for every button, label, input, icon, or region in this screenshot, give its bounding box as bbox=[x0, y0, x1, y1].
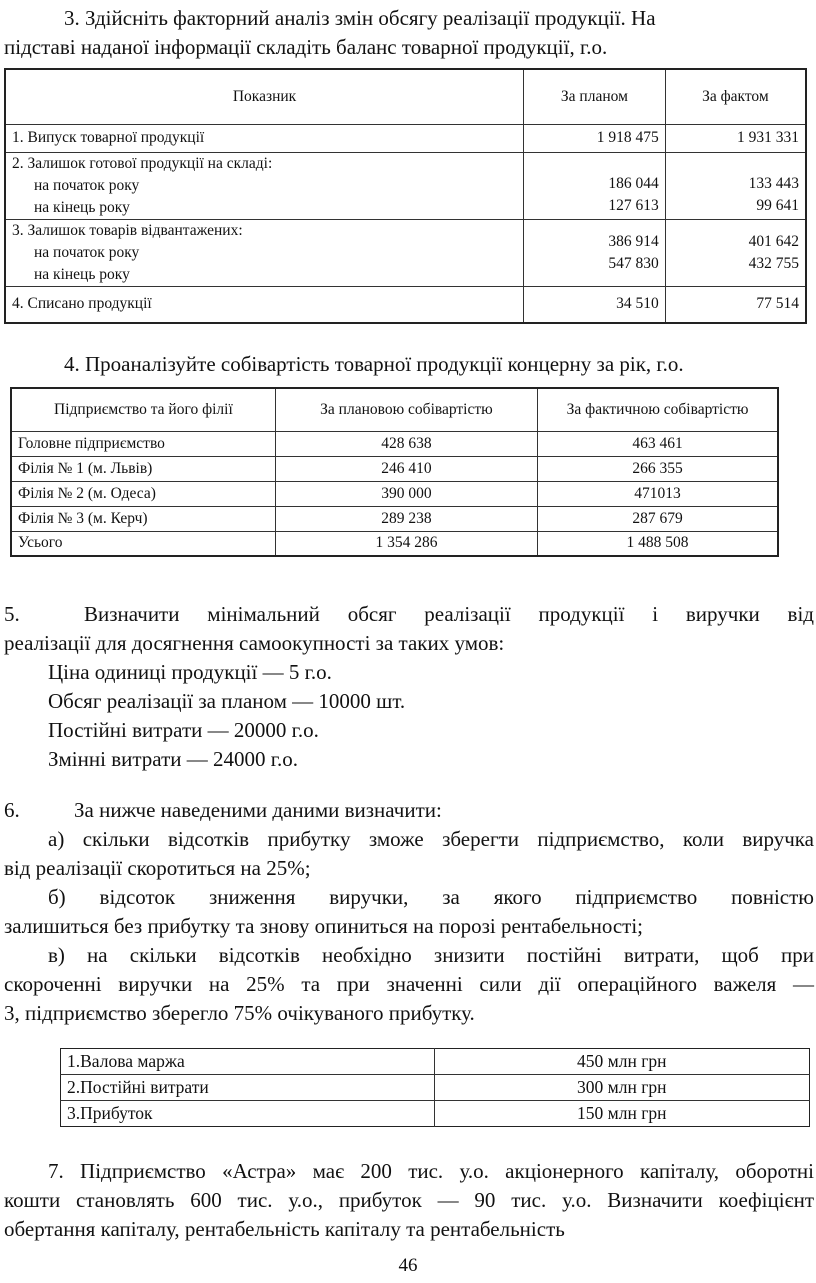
task6-number: 6. bbox=[4, 798, 20, 822]
task6-a-line2: від реалізації скоротиться на 25%; bbox=[4, 856, 311, 880]
task5-cond-volume: Обсяг реалізації за планом — 10000 шт. bbox=[48, 689, 406, 713]
row-stock-plan bbox=[524, 152, 666, 219]
actual-cost: 287 679 bbox=[538, 506, 778, 531]
enterprise-name: Усього bbox=[18, 534, 63, 552]
product-balance-table bbox=[4, 68, 807, 324]
header-enterprise: Підприємство та його філії bbox=[54, 400, 233, 418]
table-row bbox=[61, 1101, 810, 1127]
margin-label: 1.Валова маржа bbox=[67, 1051, 185, 1071]
row-stock-plan2: 127 613 bbox=[608, 196, 659, 214]
header-actual-cost: За фактичною собівартістю bbox=[538, 388, 778, 431]
row-shipped-label bbox=[5, 219, 524, 286]
row-shipped-plan2: 547 830 bbox=[608, 254, 659, 272]
row-shipped-fact1: 401 642 bbox=[748, 232, 799, 250]
row-shipped-fact2: 432 755 bbox=[748, 254, 799, 272]
header-plan: За планом bbox=[524, 69, 666, 124]
margin-table bbox=[60, 1048, 810, 1127]
row-written-off-fact: 77 514 bbox=[665, 286, 806, 323]
row-stock-title: 2. Залишок готової продукції на складі: bbox=[12, 154, 273, 172]
row-output-plan: 1 918 475 bbox=[524, 124, 666, 152]
task6-line1: За нижче наведеними даними визначити: bbox=[74, 798, 442, 822]
enterprise-name: Філія № 1 (м. Львів) bbox=[18, 459, 153, 477]
row-shipped-fact bbox=[665, 219, 806, 286]
task5-cond-fixed: Постійні витрати — 20000 г.о. bbox=[48, 718, 319, 742]
task5-line2: реалізації для досягнення самоокупності за таких умов: bbox=[4, 631, 505, 655]
task3-line2: підставі наданої інформації складіть баланс товарної продукції, г.о. bbox=[4, 35, 608, 59]
table-row bbox=[61, 1075, 810, 1101]
row-shipped-plan1: 386 914 bbox=[608, 232, 659, 250]
row-written-off-plan: 34 510 bbox=[524, 286, 666, 323]
task7-line1: 7. Підприємство «Астра» має 200 тис. у.о. акціонерного капіталу, оборотні bbox=[48, 1159, 814, 1183]
enterprise-name: Філія № 3 (м. Керч) bbox=[18, 509, 148, 527]
fixed-costs-label: 2.Постійні витрати bbox=[67, 1077, 209, 1097]
profit-label: 3.Прибуток bbox=[67, 1103, 153, 1123]
row-stock-fact2: 99 641 bbox=[756, 196, 799, 214]
header-planned-cost: За плановою собівартістю bbox=[275, 388, 537, 431]
row-shipped-sub2: на кінець року bbox=[34, 265, 130, 283]
task5-cond-variable: Змінні витрати — 24000 г.о. bbox=[48, 747, 298, 771]
planned-cost: 1 354 286 bbox=[275, 531, 537, 556]
row-stock-sub2: на кінець року bbox=[34, 198, 130, 216]
task6-b-line1: б) відсоток зниження виручки, за якого підприємство повністю bbox=[48, 885, 814, 909]
row-written-off-label: 4. Списано продукції bbox=[12, 295, 152, 313]
row-shipped-sub1: на початок року bbox=[34, 243, 140, 261]
task6-c-line2: скороченні виручки на 25% та при значенні сили дії операційного важеля — bbox=[4, 972, 814, 996]
planned-cost: 428 638 bbox=[275, 431, 537, 456]
table-row bbox=[11, 431, 778, 456]
actual-cost: 1 488 508 bbox=[538, 531, 778, 556]
task6-c-line3: 3, підприємство зберегло 75% очікуваного прибутку. bbox=[4, 1001, 475, 1025]
task7-line2: кошти становлять 600 тис. у.о., прибуток — 90 тис. у.о. Визначити коефіцієнт bbox=[4, 1188, 814, 1212]
row-shipped-plan bbox=[524, 219, 666, 286]
page-number: 46 bbox=[398, 1255, 418, 1276]
table-row-total bbox=[11, 531, 778, 556]
fixed-costs-value: 300 млн грн bbox=[434, 1075, 809, 1101]
table-row bbox=[11, 481, 778, 506]
task3-line1: 3. Здійсніть факторний аналіз змін обсягу реалізації продукції. На bbox=[64, 6, 656, 30]
planned-cost: 289 238 bbox=[275, 506, 537, 531]
table-row bbox=[11, 456, 778, 481]
margin-value: 450 млн грн bbox=[434, 1049, 809, 1075]
header-indicator: Показник bbox=[232, 87, 297, 105]
task6-a-line1: а) скільки відсотків прибутку зможе зберегти підприємство, коли виручка bbox=[48, 827, 814, 851]
row-stock-sub1: на початок року bbox=[34, 176, 140, 194]
row-shipped-title: 3. Залишок товарів відвантажених: bbox=[12, 221, 243, 239]
task5-line1: Визначити мінімальний обсяг реалізації продукції і виручки від bbox=[84, 602, 814, 626]
task6-c-line1: в) на скільки відсотків необхідно знизити постійні витрати, щоб при bbox=[48, 943, 814, 967]
table-row bbox=[61, 1049, 810, 1075]
cost-table bbox=[10, 387, 779, 557]
row-output-label: 1. Випуск товарної продукції bbox=[12, 129, 205, 146]
task5-cond-price: Ціна одиниці продукції — 5 г.о. bbox=[48, 660, 332, 684]
task5-number: 5. bbox=[4, 602, 20, 626]
planned-cost: 390 000 bbox=[275, 481, 537, 506]
row-stock-fact bbox=[665, 152, 806, 219]
enterprise-name: Головне підприємство bbox=[18, 434, 165, 452]
profit-value: 150 млн грн bbox=[434, 1101, 809, 1127]
actual-cost: 471013 bbox=[538, 481, 778, 506]
task7-line3: обертання капіталу, рентабельність капіталу та рентабельність bbox=[4, 1217, 565, 1241]
header-fact: За фактом bbox=[665, 69, 806, 124]
actual-cost: 266 355 bbox=[538, 456, 778, 481]
row-stock-plan1: 186 044 bbox=[608, 174, 659, 192]
task6-b-line2: залишиться без прибутку та знову опиниться на порозі рентабельності; bbox=[4, 914, 644, 938]
task4-title: 4. Проаналізуйте собівартість товарної продукції концерну за рік, г.о. bbox=[64, 352, 684, 376]
row-stock-label bbox=[5, 152, 524, 219]
row-stock-fact1: 133 443 bbox=[748, 174, 799, 192]
enterprise-name: Філія № 2 (м. Одеса) bbox=[18, 484, 156, 502]
row-output-fact: 1 931 331 bbox=[665, 124, 806, 152]
table-row bbox=[11, 506, 778, 531]
planned-cost: 246 410 bbox=[275, 456, 537, 481]
actual-cost: 463 461 bbox=[538, 431, 778, 456]
